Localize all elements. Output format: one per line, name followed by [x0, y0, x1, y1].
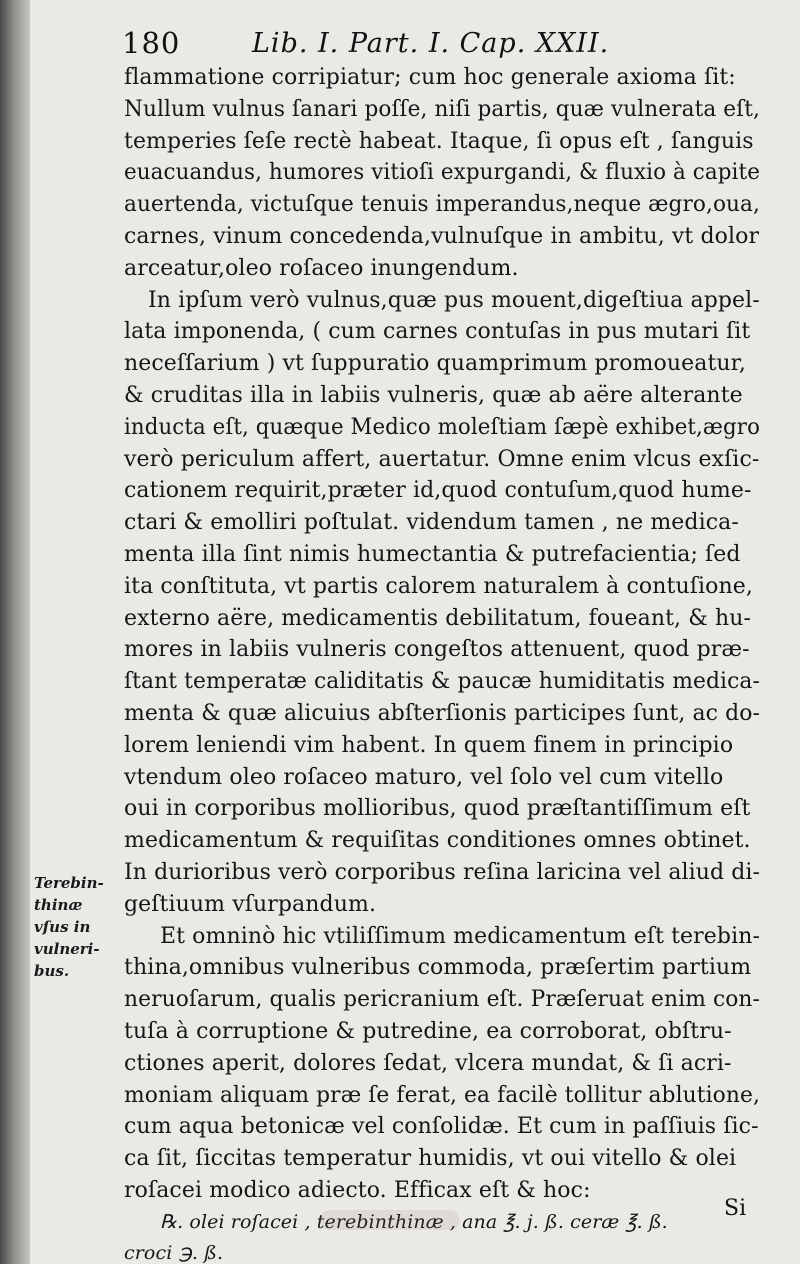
paragraph-first-line: In ipſum verò vulnus,quæ pus mouent,digeſtiua appel-: [148, 287, 760, 313]
text-line: cationem requirit,præter id,quod contuſum,quod hume-: [124, 478, 752, 504]
body-text: [124, 62, 760, 1264]
text-line: inducta eſt, quæque Medico moleſtiam ſæpè exhibet,ægro: [124, 414, 760, 440]
text-line: lata imponenda, ( cum carnes contuſas in pus mutari ſit: [124, 319, 751, 345]
text-line: ita conſtituta, vt partis calorem naturalem à contuſione,: [124, 573, 753, 599]
text-line: oui in corporibus mollioribus, quod præſtantiſſimum eſt: [124, 796, 751, 822]
margin-note: [34, 872, 124, 982]
show-through-smudge: [320, 1210, 460, 1230]
text-line: menta & quæ alicuius abſterſionis participes ſunt, ac do-: [124, 700, 760, 726]
text-line: moniam aliquam præ ſe ferat, ea facilè tollitur ablutione,: [124, 1082, 760, 1108]
text-line: neceſſarium ) vt ſuppuratio quamprimum promoueatur,: [124, 351, 746, 377]
text-line: neruoſarum, qualis pericranium eſt. Præſeruat enim con-: [124, 987, 760, 1013]
text-line: mores in labiis vulneris congeſtos attenuent, quod præ-: [124, 637, 750, 663]
text-line: auertenda, victuſque tenuis imperandus,neque ægro,oua,: [124, 192, 760, 218]
running-head: Lib. I. Part. I. Cap. XXII.: [252, 28, 610, 59]
text-line: cum aqua betonicæ vel conſolidæ. Et cum in paſſiuis ſic-: [124, 1114, 759, 1140]
text-line: geſtiuum vſurpandum.: [124, 891, 377, 917]
text-line: tuſa à corruptione & putredine, ea corroborat, obſtru-: [124, 1018, 732, 1044]
page-header: [122, 24, 742, 64]
text-line: externo aëre, medicamentis debilitatum, foueant, & hu-: [124, 605, 752, 631]
book-binding-edge: [0, 0, 30, 1264]
text-line: roſacei modico adiecto. Efficax eſt & hoc:: [124, 1177, 591, 1203]
text-line: ctari & emolliri poſtulat. videndum tamen , ne medica-: [124, 510, 739, 536]
text-line: vtendum oleo roſaceo maturo, vel ſolo vel cum vitello: [124, 764, 724, 790]
text-line: euacuandus, humores vitioſi expurgandi, & fluxio à capite: [124, 160, 760, 186]
text-line: lorem leniendi vim habent. In quem finem in principio: [124, 732, 734, 758]
text-line: ca ſit, ſiccitas temperatur humidis, vt oui vitello & olei: [124, 1146, 737, 1172]
text-line: verò periculum affert, auertatur. Omne enim vlcus exſic-: [124, 446, 760, 472]
page-number: 180: [122, 26, 181, 60]
text-line: In durioribus verò corporibus reſina laricina vel aliud di-: [124, 859, 760, 885]
catchword: Si: [724, 1196, 747, 1221]
text-line: menta illa ſint nimis humectantia & putrefacientia; ſed: [124, 541, 741, 567]
margin-note-line: thinæ: [34, 896, 83, 914]
margin-note-line: vulneri-: [34, 940, 100, 958]
text-line: & cruditas illa in labiis vulneris, quæ ab aëre alterante: [124, 382, 743, 408]
margin-note-line: Terebin-: [34, 874, 104, 892]
text-line: thina,omnibus vulneribus commoda, præſertim partium: [124, 955, 752, 981]
recipe-line: croci ℈. ß.: [124, 1242, 224, 1264]
text-line: Nullum vulnus ſanari poſſe, niſi partis, quæ vulnerata eſt,: [124, 96, 760, 122]
text-line: arceatur,oleo roſaceo inungendum.: [124, 255, 519, 281]
margin-note-line: vſus in: [34, 918, 91, 936]
text-line: ctiones aperit, dolores ſedat, vlcera mundat, & ſi acri-: [124, 1050, 732, 1076]
text-line: medicamentum & requiſitas conditiones omnes obtinet.: [124, 828, 751, 854]
text-line: ſtant temperatæ caliditatis & paucæ humiditatis medica-: [124, 669, 760, 695]
text-line: flammatione corripiatur; cum hoc generale axioma ſit:: [124, 65, 736, 90]
text-line: carnes, vinum concedenda,vulnuſque in ambitu, vt dolor: [124, 223, 760, 249]
text-line: temperies ſeſe rectè habeat. Itaque, ſi opus eſt , ſanguis: [124, 128, 754, 154]
paragraph-first-line: Et omninò hic vtiliſſimum medicamentum eſt terebin-: [160, 923, 760, 949]
recipe-line: ℞. olei roſacei , terebinthinæ , ana ℥. j. ß. ceræ ℥. ß.: [160, 1210, 668, 1233]
margin-note-line: bus.: [34, 962, 70, 980]
